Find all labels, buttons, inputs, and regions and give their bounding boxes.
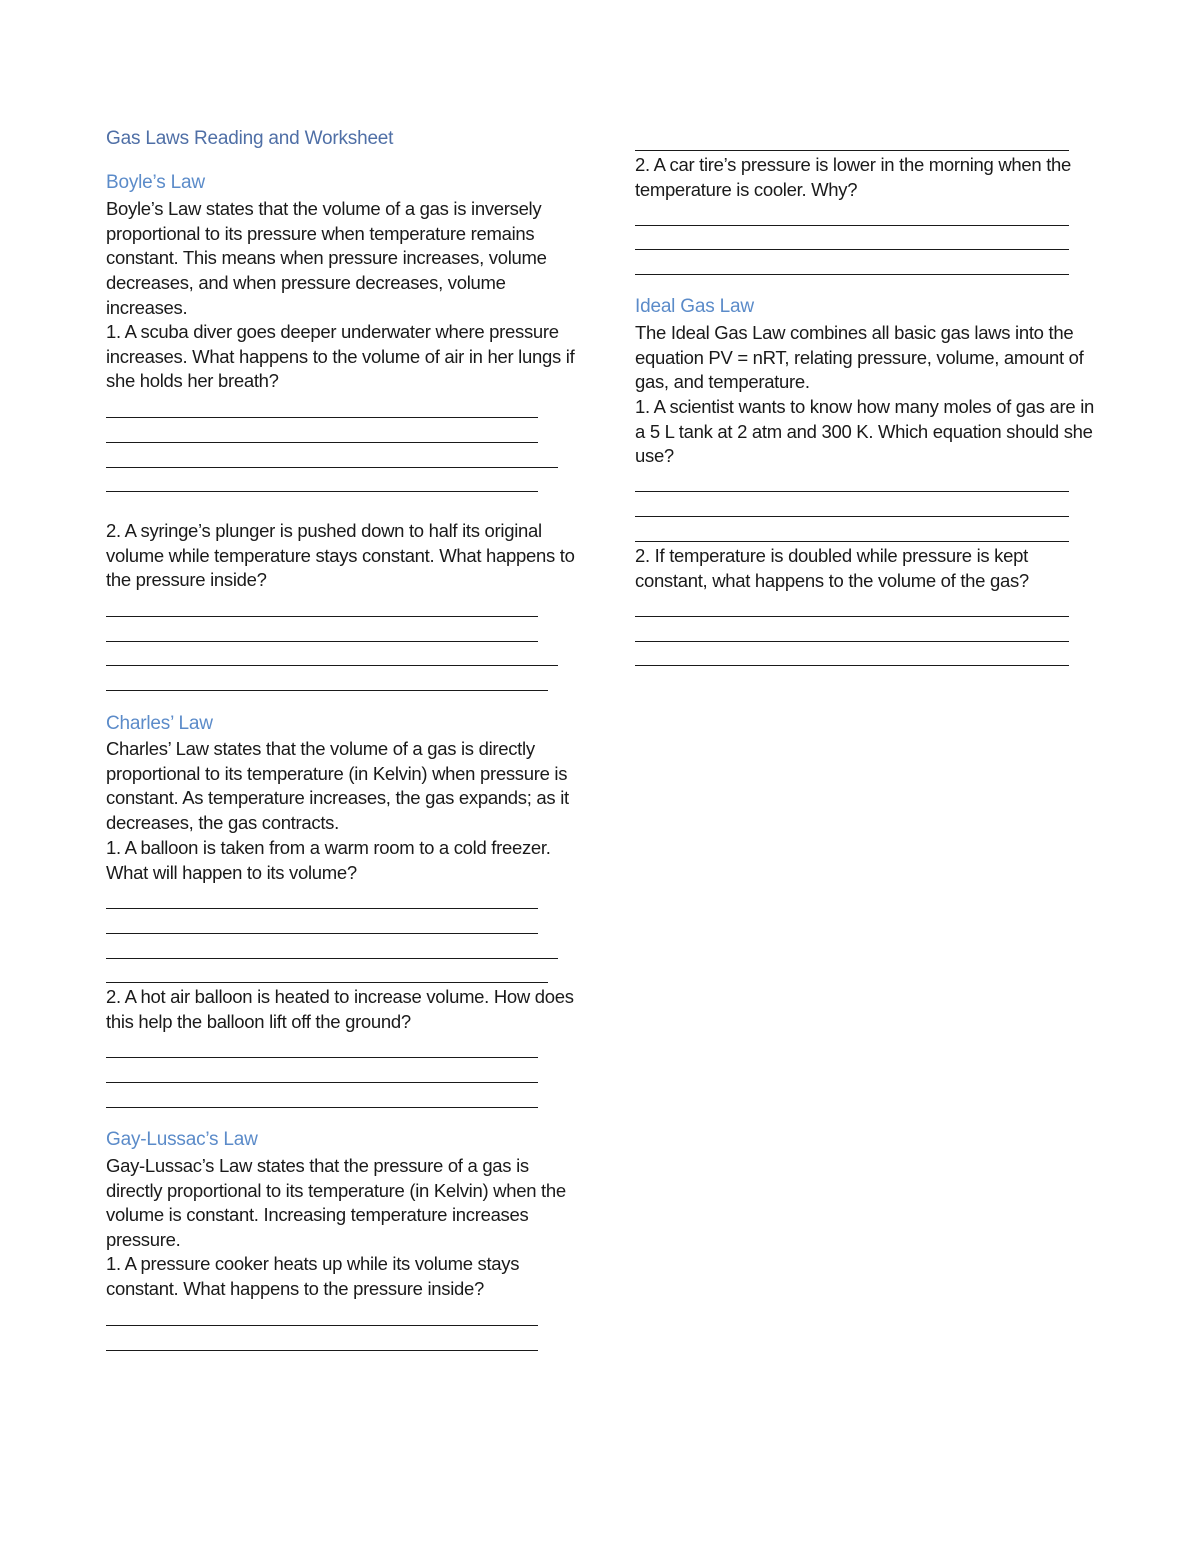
ideal-heading: Ideal Gas Law — [635, 296, 754, 317]
answer-line[interactable] — [106, 1350, 538, 1351]
ideal-question-1: 1. A scientist wants to know how many moles of gas are in a 5 L tank at 2 atm and 300 K. Which equation should she use? — [635, 396, 1094, 467]
charles-intro: Charles’ Law states that the volume of a gas is directly proportional to its temperature (in Kelvin) when pressure is constant. As temperature increases, the gas expands; as it decreases, the gas contracts. — [106, 738, 569, 834]
answer-line[interactable] — [106, 958, 558, 959]
answer-line[interactable] — [106, 641, 538, 642]
answer-line[interactable] — [635, 225, 1069, 226]
answer-line[interactable] — [635, 150, 1069, 151]
gaylussac-question-1: 1. A pressure cooker heats up while its volume stays constant. What happens to the pressure inside? — [106, 1253, 520, 1299]
boyle-heading: Boyle’s Law — [106, 172, 205, 193]
answer-line[interactable] — [106, 1082, 538, 1083]
answer-line[interactable] — [635, 541, 1069, 542]
answer-line[interactable] — [635, 641, 1069, 642]
gaylussac-intro: Gay-Lussac’s Law states that the pressure of a gas is directly proportional to its temperature (in Kelvin) when the volume is constant. Increasing temperature increases pressure. — [106, 1155, 566, 1251]
boyle-question-1: 1. A scuba diver goes deeper underwater where pressure increases. What happens to the volume of air in her lungs if she holds her breath? — [106, 321, 575, 392]
answer-line[interactable] — [106, 467, 558, 468]
answer-line[interactable] — [106, 491, 538, 492]
charles-question-1: 1. A balloon is taken from a warm room to a cold freezer. What will happen to its volume? — [106, 837, 551, 883]
answer-line[interactable] — [635, 665, 1069, 666]
charles-question-2: 2. A hot air balloon is heated to increase volume. How does this help the balloon lift off the ground? — [106, 986, 574, 1032]
answer-line[interactable] — [106, 982, 548, 983]
answer-line[interactable] — [106, 665, 558, 666]
gaylussac-heading: Gay-Lussac’s Law — [106, 1129, 258, 1150]
ideal-question-2: 2. If temperature is doubled while pressure is kept constant, what happens to the volume of the gas? — [635, 545, 1029, 591]
answer-line[interactable] — [106, 442, 538, 443]
answer-line[interactable] — [106, 690, 548, 691]
answer-line[interactable] — [635, 491, 1069, 492]
answer-line[interactable] — [106, 933, 538, 934]
answer-line[interactable] — [635, 249, 1069, 250]
boyle-intro: Boyle’s Law states that the volume of a gas is inversely proportional to its pressure when temperature remains constant. This means when pressure increases, volume decreases, and when pressure decreases, volume increases. — [106, 198, 547, 318]
answer-line[interactable] — [635, 516, 1069, 517]
answer-line[interactable] — [106, 616, 538, 617]
answer-line[interactable] — [106, 908, 538, 909]
answer-line[interactable] — [635, 274, 1069, 275]
answer-line[interactable] — [106, 1057, 538, 1058]
answer-line[interactable] — [106, 1107, 538, 1108]
answer-line[interactable] — [106, 417, 538, 418]
ideal-intro: The Ideal Gas Law combines all basic gas laws into the equation PV = nRT, relating pressure, volume, amount of gas, and temperature. — [635, 322, 1084, 393]
page-title: Gas Laws Reading and Worksheet — [106, 128, 394, 149]
charles-heading: Charles’ Law — [106, 713, 213, 734]
answer-line[interactable] — [635, 616, 1069, 617]
gaylussac-question-2: 2. A car tire’s pressure is lower in the morning when the temperature is cooler. Why? — [635, 154, 1072, 200]
boyle-question-2: 2. A syringe’s plunger is pushed down to half its original volume while temperature stays constant. What happens to the pressure inside? — [106, 520, 575, 591]
answer-line[interactable] — [106, 1325, 538, 1326]
